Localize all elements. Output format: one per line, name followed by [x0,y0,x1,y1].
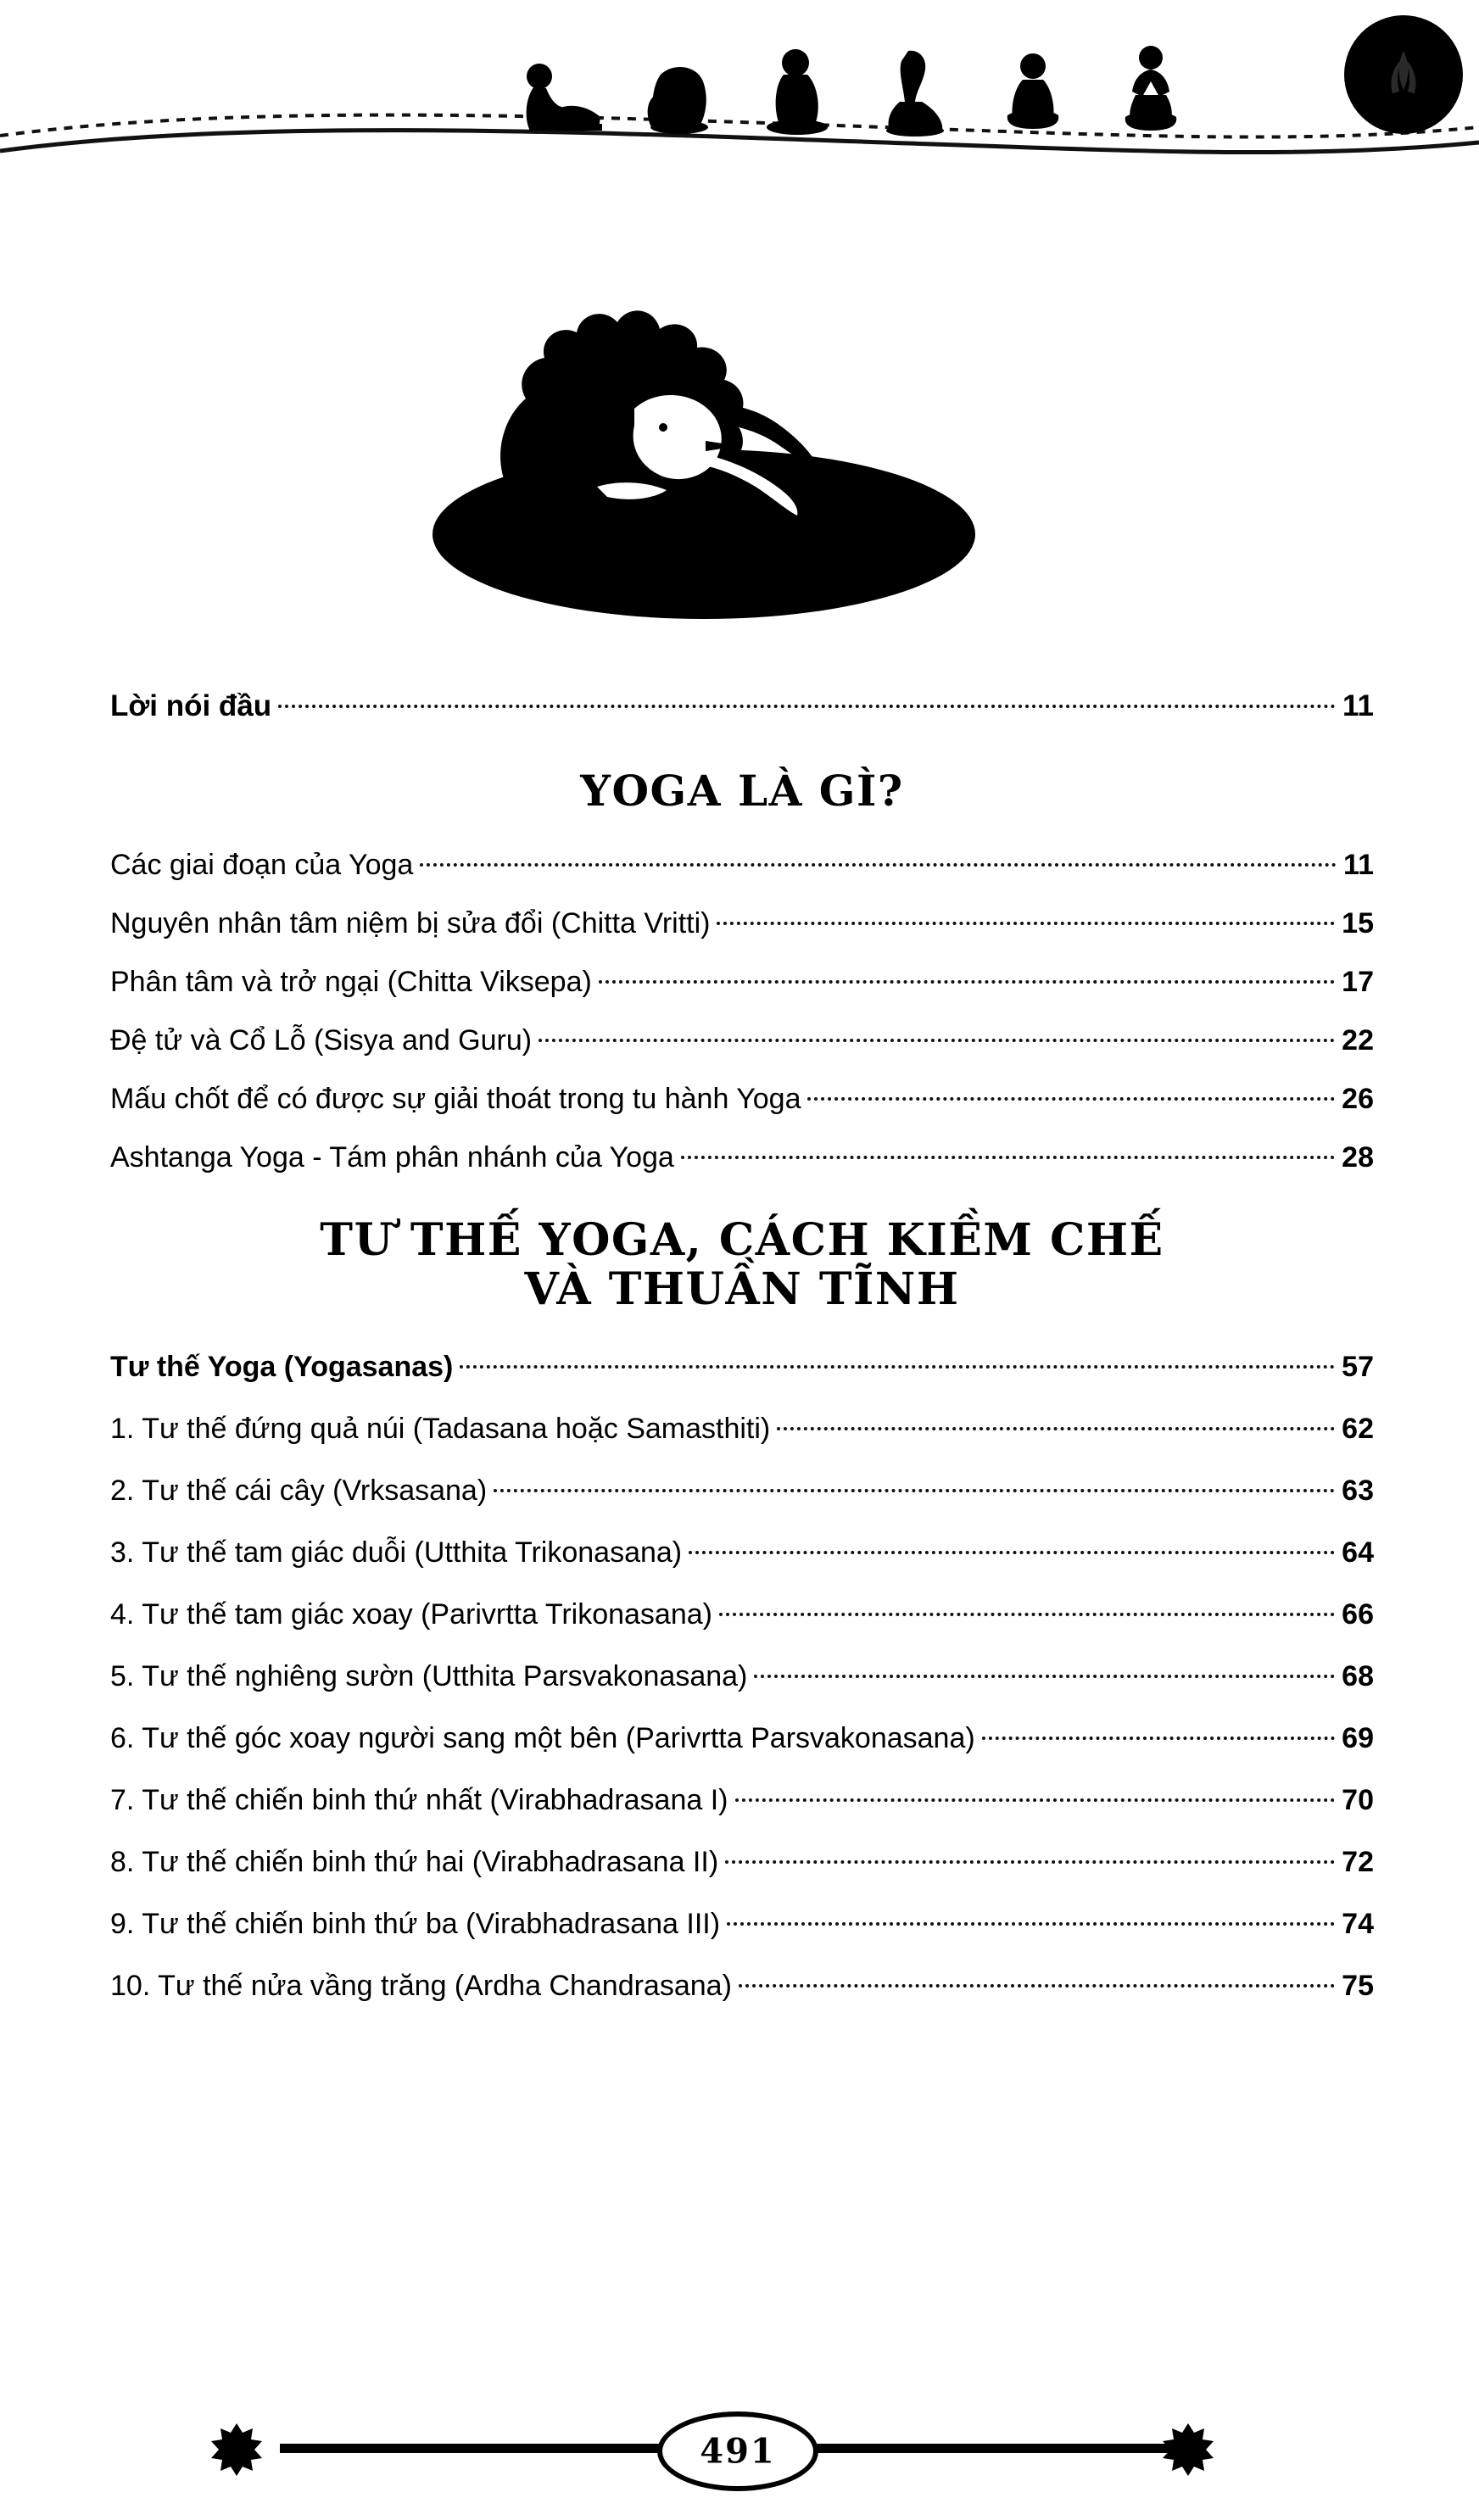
toc-entry-label: 2. Tư thế cái cây (Vrksasana) [110,1474,488,1507]
toc-entry[interactable] [110,953,1374,1012]
toc-entry-preface[interactable] [110,678,1374,735]
toc-entry-page: 69 [1342,1721,1374,1754]
yoga-pose-seated-forward-bend-icon [517,29,606,148]
toc-entry-label: 1. Tư thế đứng quả núi (Tadasana hoặc Samasthiti) [110,1412,771,1445]
toc-entry-page: 28 [1342,1140,1374,1174]
toc-group-section1 [110,836,1374,1187]
toc-entry-label: Ashtanga Yoga - Tám phân nhánh của Yoga [110,1140,674,1174]
yoga-pose-childs-pose-icon [635,29,724,148]
toc-entry-page: 64 [1342,1536,1374,1569]
toc-entry[interactable] [110,1646,1374,1708]
toc-entry-page: 15 [1342,906,1374,939]
toc-leader-dots [494,1489,1335,1492]
toc-entry-label: 3. Tư thế tam giác duỗi (Utthita Trikonasana) [110,1536,683,1569]
toc-leader-dots [807,1097,1335,1101]
toc-entry-label: 4. Tư thế tam giác xoay (Parivrtta Trikonasana) [110,1597,712,1631]
section-heading-line2: VÀ THUẦN TĨNH [524,1263,960,1315]
toc-leader-dots [460,1365,1335,1369]
toc-leader-dots [717,922,1335,925]
table-of-contents [110,678,1374,2017]
toc-entry-label: 6. Tư thế góc xoay người sang một bên (Parivrtta Parsvakonasana) [110,1721,975,1754]
toc-entry-page: 74 [1342,1907,1374,1940]
toc-entry-page: 75 [1342,1969,1374,2002]
toc-entry[interactable] [110,1893,1374,1955]
toc-entry-page: 22 [1342,1023,1374,1057]
toc-leader-dots [539,1039,1335,1042]
page-number: 491 [700,2431,776,2472]
toc-group-section2 [110,1336,1374,2017]
toc-entry-page: 72 [1342,1845,1374,1878]
toc-leader-dots [719,1613,1335,1616]
toc-entry-label: Nguyên nhân tâm niệm bị sửa đổi (Chitta Vritti) [110,906,711,939]
page-number-badge [657,2411,818,2491]
page-header-band [0,0,1479,195]
toc-entry-page: 62 [1342,1412,1374,1445]
toc-entry[interactable] [110,1398,1374,1460]
toc-entry-label: 9. Tư thế chiến binh thứ ba (Virabhadrasana III) [110,1907,721,1940]
toc-entry-page: 11 [1342,689,1374,722]
toc-leader-dots [681,1156,1335,1159]
toc-leader-dots [599,980,1335,984]
toc-entry-page: 26 [1342,1082,1374,1115]
toc-entry-label: 7. Tư thế chiến binh thứ nhất (Virabhadrasana I) [110,1783,728,1816]
toc-entry-page: 63 [1342,1474,1374,1507]
toc-entry-page: 11 [1343,848,1374,881]
toc-leader-dots [727,1922,1335,1926]
toc-entry-label: 8. Tư thế chiến binh thứ hai (Virabhadrasana II) [110,1845,719,1878]
toc-entry[interactable] [110,1831,1374,1893]
toc-entry[interactable] [110,1336,1374,1398]
toc-leader-dots [735,1798,1336,1802]
toc-entry-label: Lời nói đầu [110,689,272,722]
toc-entry[interactable] [110,1770,1374,1831]
page-footer [0,2396,1479,2498]
toc-leader-dots [689,1551,1335,1554]
toc-entry-page: 70 [1342,1783,1374,1816]
yoga-pose-lotus-meditation-icon [989,29,1078,148]
toc-entry[interactable] [110,1584,1374,1646]
toc-entry[interactable] [110,836,1374,895]
toc-entry-page: 17 [1342,965,1374,998]
toc-entry[interactable] [110,1012,1374,1070]
yoga-pose-namaste-seated-icon [1107,29,1196,148]
toc-leader-dots [420,863,1337,867]
toc-entry-label: Tư thế Yoga (Yogasanas) [110,1350,454,1383]
toc-entry[interactable] [110,895,1374,953]
toc-entry-label: 10. Tư thế nửa vầng trăng (Ardha Chandrasana) [110,1969,732,2002]
toc-entry-label: Các giai đoạn của Yoga [110,848,414,881]
toc-entry-label: Mấu chốt để có được sự giải thoát trong tu hành Yoga [110,1082,801,1115]
toc-entry[interactable] [110,1460,1374,1522]
toc-leader-dots [777,1427,1335,1430]
section-heading-line1: TƯ THẾ YOGA, CÁCH KIỀM CHẾ [320,1213,1164,1266]
toc-entry[interactable] [110,1522,1374,1584]
toc-entry-page: 68 [1342,1659,1374,1692]
toc-leader-dots [725,1860,1335,1864]
toc-leader-dots [982,1737,1335,1740]
toc-leader-dots [739,1984,1335,1988]
toc-entry-label: 5. Tư thế nghiêng sườn (Utthita Parsvakonasana) [110,1659,748,1692]
toc-leader-dots [754,1675,1335,1678]
footer-ornament-right-icon [1162,2423,1214,2476]
section-heading-tu-the-yoga [110,1213,1374,1315]
toc-entry[interactable] [110,1129,1374,1187]
toc-entry[interactable] [110,1070,1374,1129]
yoga-pose-kneeling-icon [753,29,842,148]
toc-entry-page: 57 [1342,1350,1374,1383]
yoga-pose-forward-fold-icon [871,29,960,148]
lotus-silhouette-icon [1344,15,1463,134]
toc-entry-page: 66 [1342,1597,1374,1631]
toc-leader-dots [278,705,1336,708]
toc-entry[interactable] [110,1708,1374,1770]
toc-entry-label: Phân tâm và trở ngại (Chitta Viksepa) [110,965,592,998]
toc-entry[interactable] [110,1955,1374,2017]
toc-entry-label: Đệ tử và Cổ Lỗ (Sisya and Guru) [110,1023,533,1057]
section-heading-yoga-la-gi: YOGA LÀ GÌ? [580,765,904,816]
peacock-pose-silhouette-illustration [407,280,1001,636]
footer-ornament-left-icon [210,2423,263,2476]
yoga-figure-row [517,12,1323,148]
